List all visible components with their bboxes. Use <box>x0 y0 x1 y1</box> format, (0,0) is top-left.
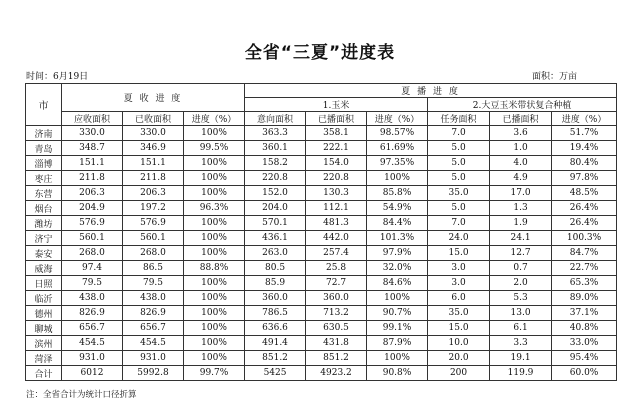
value-cell: 826.9 <box>123 306 184 321</box>
value-cell: 211.8 <box>62 171 123 186</box>
value-cell: 3.6 <box>490 126 552 141</box>
value-cell: 40.8% <box>552 321 617 336</box>
value-cell: 54.9% <box>367 201 428 216</box>
value-cell: 88.8% <box>184 261 245 276</box>
value-cell: 5.0 <box>428 201 490 216</box>
column-header: 已播面积 <box>490 112 552 126</box>
value-cell: 20.0 <box>428 351 490 366</box>
value-cell: 99.5% <box>184 141 245 156</box>
column-header: 任务面积 <box>428 112 490 126</box>
value-cell: 90.7% <box>367 306 428 321</box>
value-cell: 26.4% <box>552 216 617 231</box>
value-cell: 22.7% <box>552 261 617 276</box>
footnote: 注：全省合计为统计口径折算 <box>26 390 137 400</box>
value-cell: 51.7% <box>552 126 617 141</box>
value-cell: 263.0 <box>245 246 306 261</box>
value-cell: 348.7 <box>62 141 123 156</box>
value-cell: 257.4 <box>306 246 367 261</box>
value-cell: 2.0 <box>490 276 552 291</box>
value-cell: 15.0 <box>428 321 490 336</box>
value-cell: 13.0 <box>490 306 552 321</box>
value-cell: 1.3 <box>490 201 552 216</box>
value-cell: 438.0 <box>62 291 123 306</box>
value-cell: 360.0 <box>306 291 367 306</box>
value-cell: 481.3 <box>306 216 367 231</box>
value-cell: 37.1% <box>552 306 617 321</box>
value-cell: 86.5 <box>123 261 184 276</box>
city-cell: 济宁 <box>26 231 62 246</box>
page-title: 全省“三夏”进度表 <box>244 43 396 63</box>
value-cell: 220.8 <box>306 171 367 186</box>
value-cell: 97.4 <box>62 261 123 276</box>
value-cell: 48.5% <box>552 186 617 201</box>
value-cell: 0.7 <box>490 261 552 276</box>
value-cell: 1.0 <box>490 141 552 156</box>
city-cell: 枣庄 <box>26 171 62 186</box>
city-cell: 东营 <box>26 186 62 201</box>
value-cell: 360.1 <box>245 141 306 156</box>
column-header: 应收面积 <box>62 112 123 126</box>
value-cell: 99.7% <box>184 366 245 381</box>
table-body <box>26 126 617 381</box>
value-cell: 79.5 <box>123 276 184 291</box>
value-cell: 656.7 <box>123 321 184 336</box>
value-cell: 5425 <box>245 366 306 381</box>
value-cell: 26.4% <box>552 201 617 216</box>
value-cell: 931.0 <box>62 351 123 366</box>
value-cell: 7.0 <box>428 216 490 231</box>
value-cell: 100% <box>184 246 245 261</box>
value-cell: 100% <box>184 336 245 351</box>
value-cell: 100% <box>184 291 245 306</box>
value-cell: 204.0 <box>245 201 306 216</box>
value-cell: 222.1 <box>306 141 367 156</box>
value-cell: 100% <box>367 291 428 306</box>
value-cell: 97.9% <box>367 246 428 261</box>
value-cell: 438.0 <box>123 291 184 306</box>
value-cell: 431.8 <box>306 336 367 351</box>
value-cell: 6012 <box>62 366 123 381</box>
table-row <box>26 306 617 321</box>
value-cell: 100% <box>184 126 245 141</box>
value-cell: 154.0 <box>306 156 367 171</box>
table-row <box>26 321 617 336</box>
value-cell: 851.2 <box>306 351 367 366</box>
table-row <box>26 291 617 306</box>
value-cell: 84.4% <box>367 216 428 231</box>
value-cell: 15.0 <box>428 246 490 261</box>
value-cell: 206.3 <box>123 186 184 201</box>
city-cell: 日照 <box>26 276 62 291</box>
value-cell: 19.1 <box>490 351 552 366</box>
value-cell: 80.5 <box>245 261 306 276</box>
value-cell: 4.0 <box>490 156 552 171</box>
value-cell: 80.4% <box>552 156 617 171</box>
value-cell: 85.8% <box>367 186 428 201</box>
city-cell: 威海 <box>26 261 62 276</box>
value-cell: 197.2 <box>123 201 184 216</box>
value-cell: 84.7% <box>552 246 617 261</box>
value-cell: 220.8 <box>245 171 306 186</box>
value-cell: 6.0 <box>428 291 490 306</box>
value-cell: 100% <box>184 186 245 201</box>
column-header: 进度（%） <box>367 112 428 126</box>
value-cell: 100% <box>184 321 245 336</box>
value-cell: 570.1 <box>245 216 306 231</box>
value-cell: 87.9% <box>367 336 428 351</box>
value-cell: 346.9 <box>123 141 184 156</box>
value-cell: 3.3 <box>490 336 552 351</box>
value-cell: 65.3% <box>552 276 617 291</box>
value-cell: 211.8 <box>123 171 184 186</box>
value-cell: 4923.2 <box>306 366 367 381</box>
value-cell: 5.0 <box>428 171 490 186</box>
progress-table <box>25 83 617 381</box>
value-cell: 560.1 <box>62 231 123 246</box>
value-cell: 656.7 <box>62 321 123 336</box>
value-cell: 454.5 <box>123 336 184 351</box>
area-unit: 面积：万亩 <box>532 72 578 82</box>
table-row <box>26 216 617 231</box>
value-cell: 636.6 <box>245 321 306 336</box>
report-time: 时间：6月19日 <box>26 72 89 82</box>
value-cell: 95.4% <box>552 351 617 366</box>
value-cell: 35.0 <box>428 306 490 321</box>
table-row <box>26 261 617 276</box>
value-cell: 204.9 <box>62 201 123 216</box>
value-cell: 713.2 <box>306 306 367 321</box>
value-cell: 90.8% <box>367 366 428 381</box>
table-row <box>26 171 617 186</box>
value-cell: 97.35% <box>367 156 428 171</box>
total-row <box>26 366 617 381</box>
value-cell: 3.0 <box>428 261 490 276</box>
column-header: 已播面积 <box>306 112 367 126</box>
city-cell: 青岛 <box>26 141 62 156</box>
city-cell: 临沂 <box>26 291 62 306</box>
value-cell: 24.1 <box>490 231 552 246</box>
value-cell: 60.0% <box>552 366 617 381</box>
table-row <box>26 186 617 201</box>
value-cell: 200 <box>428 366 490 381</box>
value-cell: 85.9 <box>245 276 306 291</box>
value-cell: 5.0 <box>428 156 490 171</box>
value-cell: 79.5 <box>62 276 123 291</box>
value-cell: 61.69% <box>367 141 428 156</box>
city-cell: 滨州 <box>26 336 62 351</box>
city-cell: 泰安 <box>26 246 62 261</box>
city-cell: 聊城 <box>26 321 62 336</box>
value-cell: 931.0 <box>123 351 184 366</box>
value-cell: 35.0 <box>428 186 490 201</box>
value-cell: 72.7 <box>306 276 367 291</box>
column-header: 进度（%） <box>184 112 245 126</box>
value-cell: 32.0% <box>367 261 428 276</box>
value-cell: 454.5 <box>62 336 123 351</box>
value-cell: 119.9 <box>490 366 552 381</box>
table-row <box>26 231 617 246</box>
value-cell: 560.1 <box>123 231 184 246</box>
city-cell: 菏泽 <box>26 351 62 366</box>
value-cell: 100% <box>184 276 245 291</box>
value-cell: 24.0 <box>428 231 490 246</box>
value-cell: 206.3 <box>62 186 123 201</box>
value-cell: 89.0% <box>552 291 617 306</box>
column-header: 已收面积 <box>123 112 184 126</box>
city-cell: 德州 <box>26 306 62 321</box>
value-cell: 6.1 <box>490 321 552 336</box>
value-cell: 158.2 <box>245 156 306 171</box>
value-cell: 360.0 <box>245 291 306 306</box>
value-cell: 630.5 <box>306 321 367 336</box>
table-row <box>26 336 617 351</box>
corn-group-header: 1.玉米 <box>245 98 428 112</box>
value-cell: 84.6% <box>367 276 428 291</box>
column-header: 进度（%） <box>552 112 617 126</box>
table-row <box>26 141 617 156</box>
value-cell: 151.1 <box>62 156 123 171</box>
value-cell: 100% <box>184 156 245 171</box>
value-cell: 96.3% <box>184 201 245 216</box>
table-row <box>26 156 617 171</box>
value-cell: 7.0 <box>428 126 490 141</box>
city-cell: 潍坊 <box>26 216 62 231</box>
compound-group-header: 2.大豆玉米带状复合种植 <box>428 98 617 112</box>
value-cell: 576.9 <box>123 216 184 231</box>
value-cell: 19.4% <box>552 141 617 156</box>
value-cell: 100% <box>367 351 428 366</box>
value-cell: 268.0 <box>62 246 123 261</box>
value-cell: 1.9 <box>490 216 552 231</box>
city-header: 市 <box>26 84 62 126</box>
value-cell: 330.0 <box>123 126 184 141</box>
value-cell: 268.0 <box>123 246 184 261</box>
value-cell: 4.9 <box>490 171 552 186</box>
value-cell: 5992.8 <box>123 366 184 381</box>
value-cell: 786.5 <box>245 306 306 321</box>
sowing-group-header: 夏 播 进 度 <box>245 84 617 98</box>
value-cell: 851.2 <box>245 351 306 366</box>
value-cell: 112.1 <box>306 201 367 216</box>
value-cell: 98.57% <box>367 126 428 141</box>
value-cell: 576.9 <box>62 216 123 231</box>
city-cell: 烟台 <box>26 201 62 216</box>
value-cell: 100% <box>184 351 245 366</box>
table-row <box>26 246 617 261</box>
value-cell: 10.0 <box>428 336 490 351</box>
column-header: 意向面积 <box>245 112 306 126</box>
value-cell: 358.1 <box>306 126 367 141</box>
city-cell: 合计 <box>26 366 62 381</box>
city-cell: 济南 <box>26 126 62 141</box>
value-cell: 330.0 <box>62 126 123 141</box>
value-cell: 100% <box>184 231 245 246</box>
value-cell: 3.0 <box>428 276 490 291</box>
value-cell: 5.3 <box>490 291 552 306</box>
value-cell: 99.1% <box>367 321 428 336</box>
table-row <box>26 126 617 141</box>
value-cell: 17.0 <box>490 186 552 201</box>
value-cell: 826.9 <box>62 306 123 321</box>
value-cell: 151.1 <box>123 156 184 171</box>
table-row <box>26 276 617 291</box>
value-cell: 100% <box>367 171 428 186</box>
value-cell: 130.3 <box>306 186 367 201</box>
value-cell: 436.1 <box>245 231 306 246</box>
table-row <box>26 351 617 366</box>
harvest-group-header: 夏 收 进 度 <box>62 84 245 112</box>
value-cell: 33.0% <box>552 336 617 351</box>
value-cell: 100% <box>184 306 245 321</box>
table-row <box>26 201 617 216</box>
value-cell: 100% <box>184 171 245 186</box>
value-cell: 442.0 <box>306 231 367 246</box>
value-cell: 25.8 <box>306 261 367 276</box>
value-cell: 363.3 <box>245 126 306 141</box>
value-cell: 100.3% <box>552 231 617 246</box>
value-cell: 12.7 <box>490 246 552 261</box>
value-cell: 101.3% <box>367 231 428 246</box>
value-cell: 5.0 <box>428 141 490 156</box>
city-cell: 淄博 <box>26 156 62 171</box>
value-cell: 100% <box>184 216 245 231</box>
value-cell: 97.8% <box>552 171 617 186</box>
value-cell: 491.4 <box>245 336 306 351</box>
value-cell: 152.0 <box>245 186 306 201</box>
